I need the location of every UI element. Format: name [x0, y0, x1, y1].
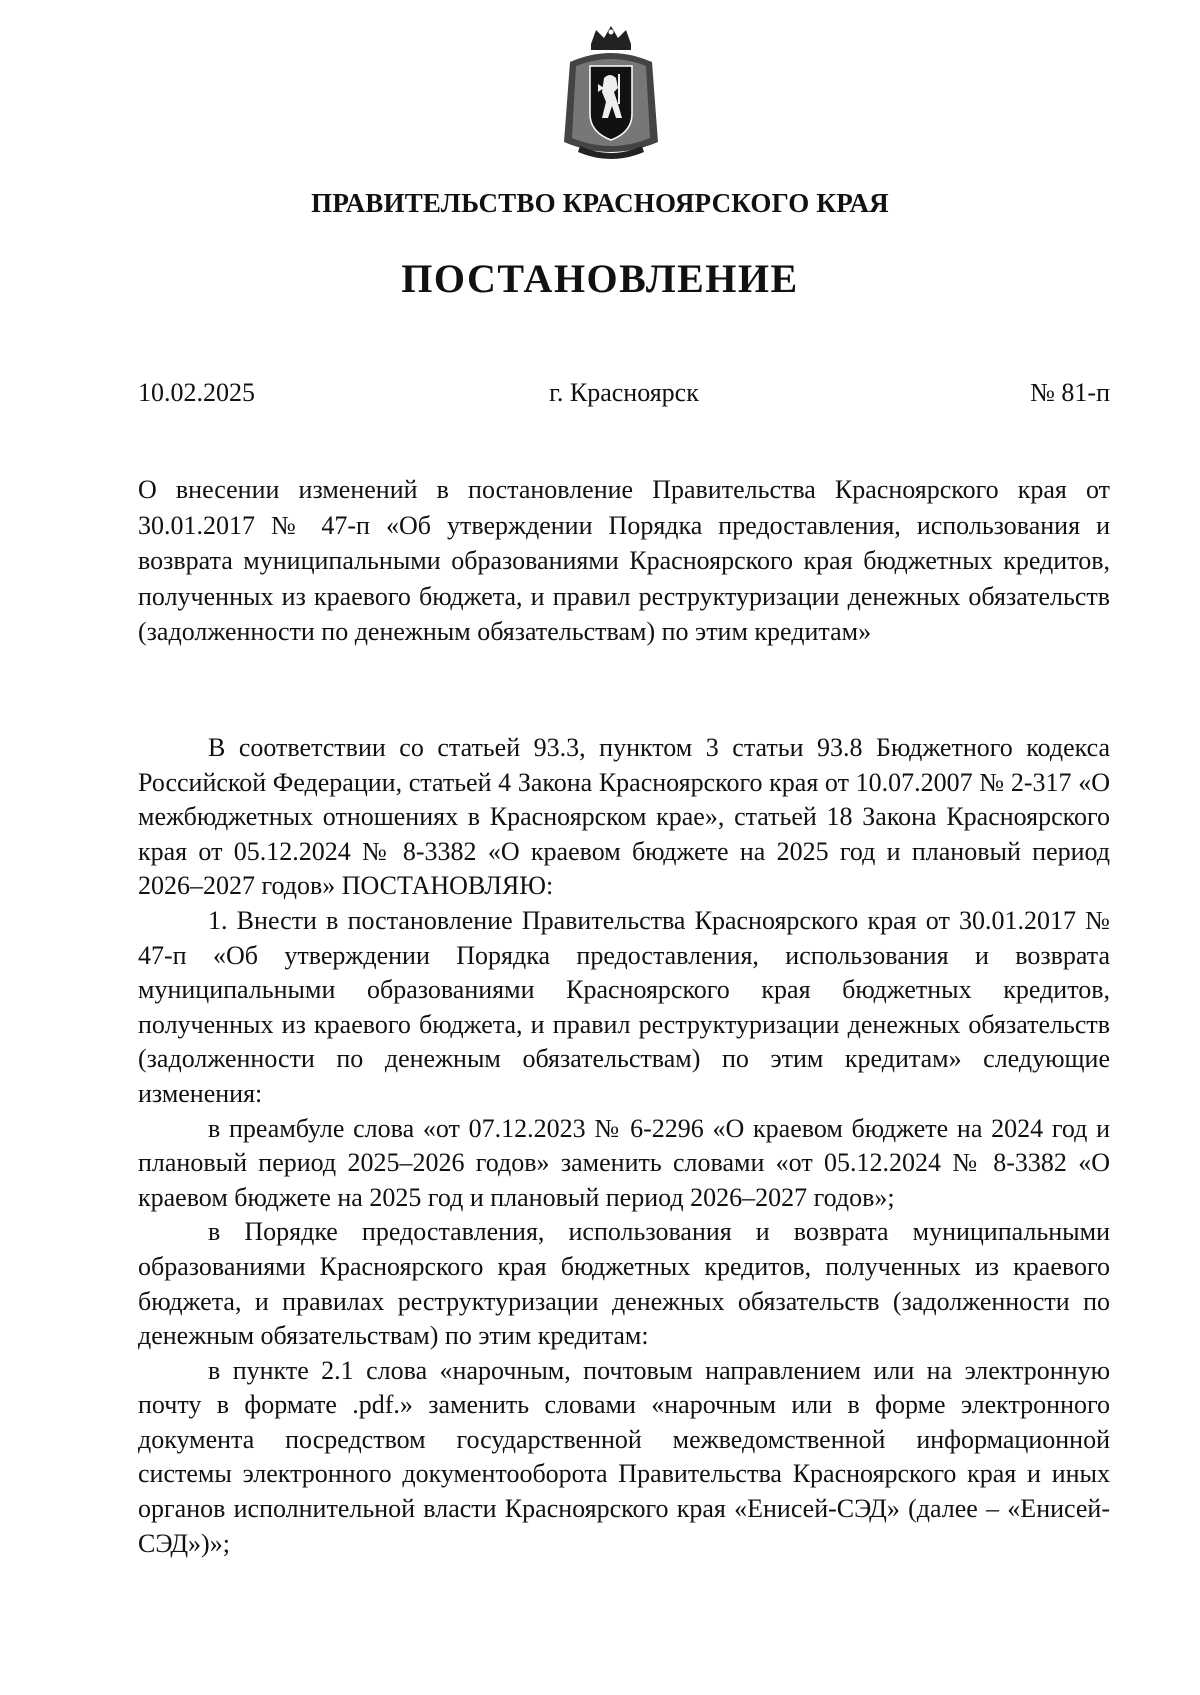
body-paragraph: в пункте 2.1 слова «нарочным, почтовым направлением или на электронную почту в формате .pdf.» заменить словами «нарочным или в форме электронного документа посредством государственной межведомственной информационной системы электронного документооборота Правительства Красноярского края и иных органов исполнительной власти Красноярского края «Енисей-СЭД» (далее – «Енисей-СЭД»)»;: [138, 1355, 1110, 1558]
body-paragraph: в Порядке предоставления, использования и возврата муниципальными образованиями Красноярского края бюджетных кредитов, полученных из краевого бюджета, и правилах реструктуризации денежных обязательств (задолженности по денежным обязательствам) по этим кредитам:: [138, 1217, 1110, 1351]
document-body: [138, 731, 1110, 1561]
body-paragraph: В соответствии со статьей 93.3, пунктом 3 статьи 93.8 Бюджетного кодекса Российской Федерации, статьей 4 Закона Красноярского края от 10.07.2007 № 2-317 «О межбюджетных отношениях в Красноярском крае», статьей 18 Закона Красноярского края от 05.12.2024 № 8-3382 «О краевом бюджете на 2025 год и плановый период 2026–2027 годов» ПОСТАНОВЛЯЮ:: [138, 733, 1110, 901]
coat-of-arms-icon: [558, 22, 664, 162]
document-type: ПОСТАНОВЛЕНИЕ: [401, 256, 799, 301]
organization-name: ПРАВИТЕЛЬСТВО КРАСНОЯРСКОГО КРАЯ: [311, 188, 889, 218]
document-title: О внесении изменений в постановление Правительства Красноярского края от 30.01.2017 № 47-п «Об утверждении Порядка предоставления, использования и возврата муниципальными образованиями Красноярского края бюджетных кредитов, полученных из краевого бюджета, и правил реструктуризации денежных обязательств (задолженности по денежным обязательствам) по этим кредитам»: [138, 475, 1110, 646]
body-paragraph: 1. Внести в постановление Правительства Красноярского края от 30.01.2017 № 47-п «Об утверждении Порядка предоставления, использования и возврата муниципальными образованиями Красноярского края бюджетных кредитов, полученных из краевого бюджета, и правил реструктуризации денежных обязательств (задолженности по денежным обязательствам) по этим кредитам» следующие изменения:: [138, 905, 1110, 1108]
document-date: 10.02.2025: [138, 378, 255, 407]
document-number: № 81-п: [1030, 378, 1110, 407]
body-paragraph: в преамбуле слова «от 07.12.2023 № 6-2296 «О краевом бюджете на 2024 год и плановый период 2025–2026 годов» заменить словами «от 05.12.2024 № 8-3382 «О краевом бюджете на 2025 год и плановый период 2026–2027 годов»;: [138, 1113, 1110, 1212]
document-city: г. Красноярск: [549, 378, 699, 407]
